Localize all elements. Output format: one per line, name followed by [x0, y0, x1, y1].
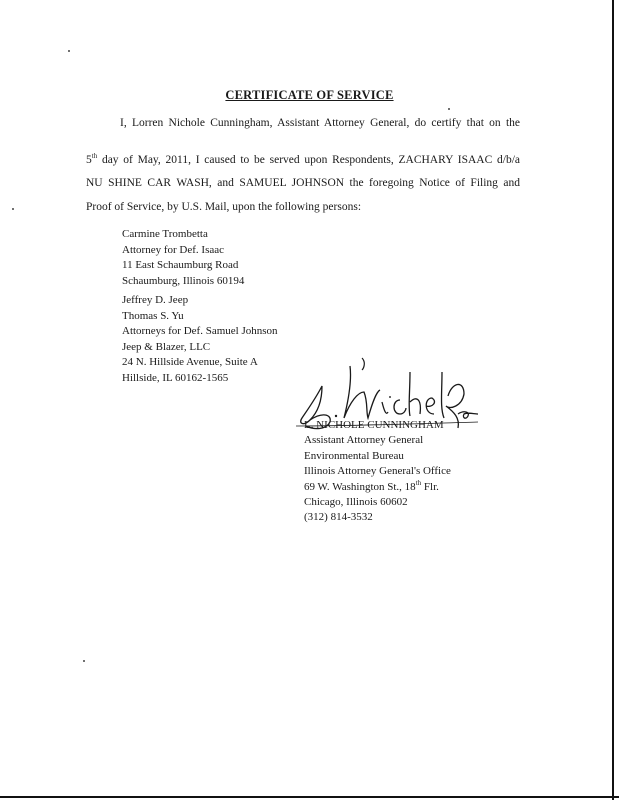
- scan-speck: [83, 660, 85, 662]
- service-day: 5: [86, 154, 92, 166]
- signer-city: Chicago, Illinois 60602: [304, 496, 408, 509]
- recipient-street: 24 N. Hillside Avenue, Suite A: [122, 356, 258, 368]
- recipient-address-1: [122, 227, 244, 289]
- recipient-role: Attorney for Def. Isaac: [122, 243, 225, 256]
- signature-block: [304, 418, 451, 526]
- paragraph-line-4: Proof of Service, by U.S. Mail, upon the following persons:: [86, 201, 362, 213]
- scan-speck: [448, 108, 450, 110]
- recipient-role: Attorneys for Def. Samuel Johnson: [122, 325, 278, 337]
- scan-speck: [68, 50, 70, 52]
- recipient-address-2: [122, 293, 278, 386]
- paragraph-line-2: [86, 154, 520, 166]
- signer-street: [304, 480, 451, 495]
- certificate-title: CERTIFICATE OF SERVICE: [225, 88, 394, 102]
- service-day-suffix: th: [91, 152, 98, 160]
- paragraph-line-3: NU SHINE CAR WASH, and SAMUEL JOHNSON the foregoing Notice of Filing and: [86, 177, 520, 189]
- floor-suffix: th: [415, 478, 422, 487]
- recipient-name: Carmine Trombetta: [122, 228, 208, 240]
- scan-edge-right: [612, 0, 614, 800]
- recipient-name: Jeffrey D. Jeep: [122, 294, 189, 306]
- recipient-name: Thomas S. Yu: [122, 309, 184, 322]
- scan-speck: [12, 208, 14, 210]
- paragraph-line-2-text: day of May, 2011, I caused to be served upon Respondents, ZACHARY ISAAC d/b/a: [97, 154, 520, 166]
- signer-phone: (312) 814-3532: [304, 511, 373, 524]
- signer-title: Assistant Attorney General: [304, 434, 424, 447]
- signer-bureau: Environmental Bureau: [304, 449, 404, 462]
- recipient-city: Schaumburg, Illinois 60194: [122, 274, 245, 287]
- signer-street-floor: Flr.: [421, 480, 439, 493]
- recipient-firm: Jeep & Blazer, LLC: [122, 340, 211, 353]
- signer-office: Illinois Attorney General's Office: [304, 465, 451, 478]
- signer-name: L. NICHOLE CUNNINGHAM: [304, 419, 444, 431]
- paragraph-line-1: I, Lorren Nichole Cunningham, Assistant Attorney General, do certify that on the: [120, 117, 520, 129]
- scan-edge-bottom: [0, 796, 619, 798]
- recipient-city: Hillside, IL 60162-1565: [122, 371, 229, 384]
- signer-street-main: 69 W. Washington St., 18: [304, 480, 416, 493]
- recipient-street: 11 East Schaumburg Road: [122, 259, 239, 271]
